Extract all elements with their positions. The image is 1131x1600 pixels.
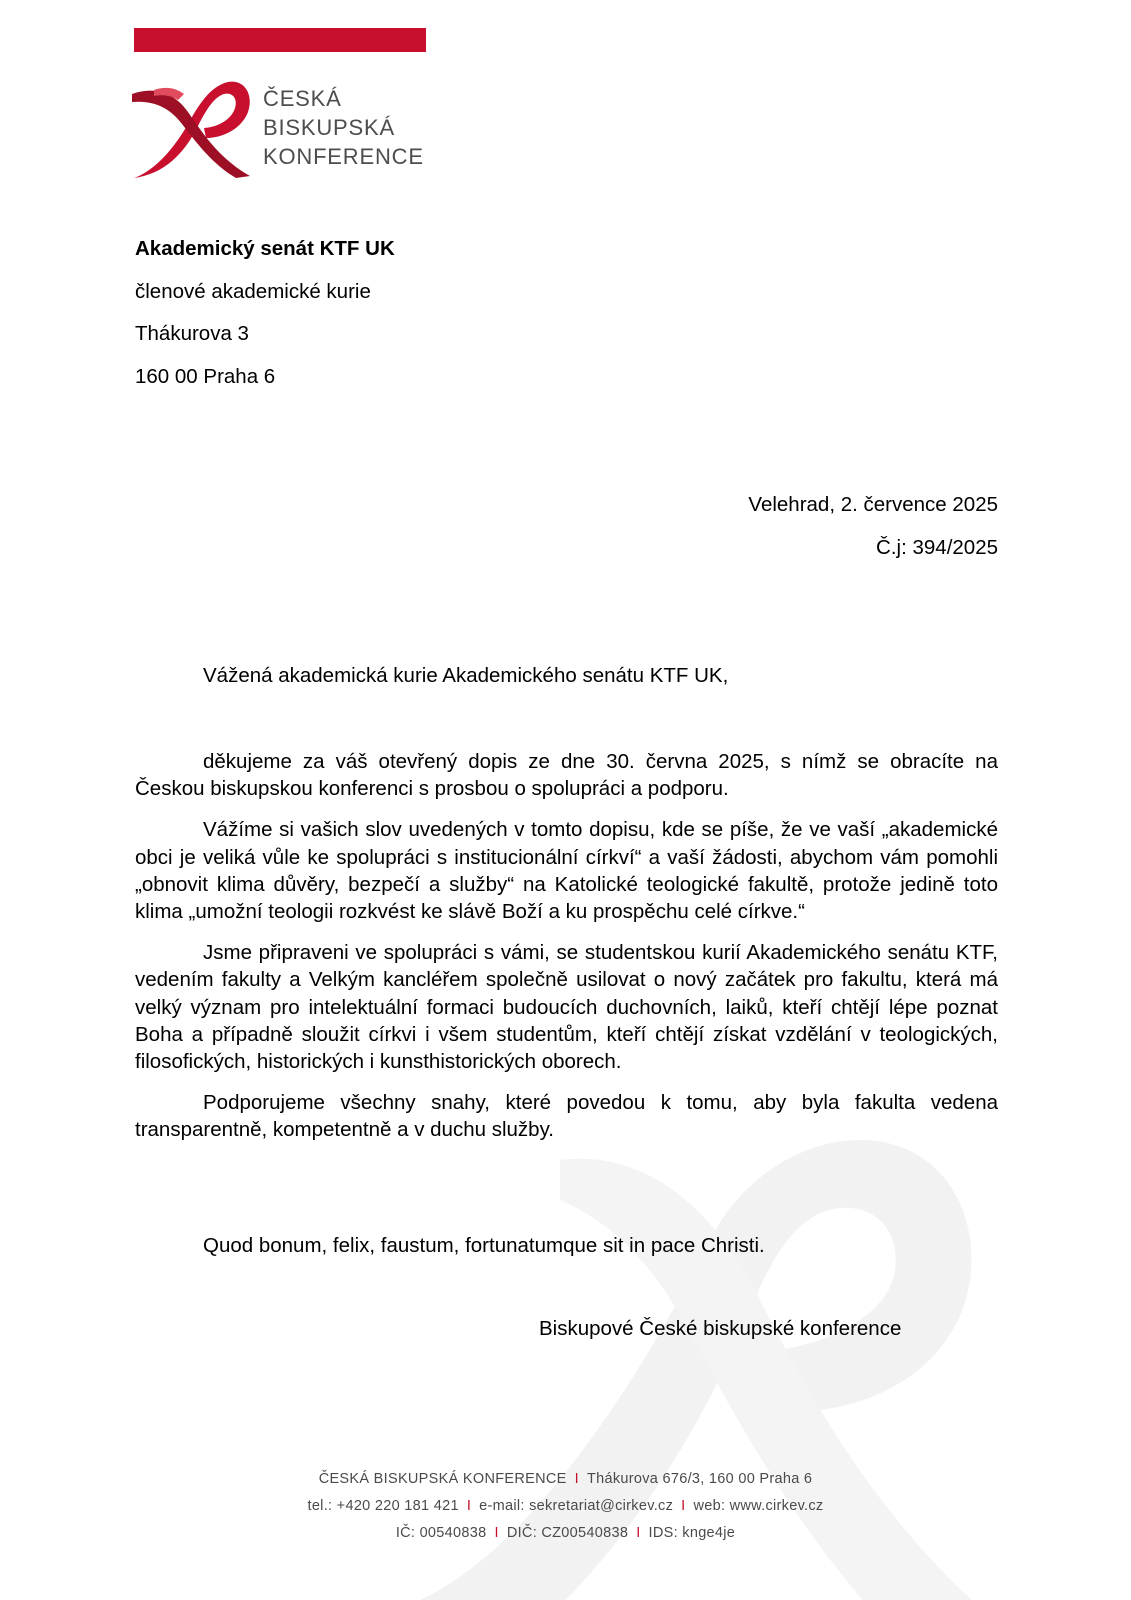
date-block [748,490,998,575]
body-paragraph-3: Jsme připraveni ve spolupráci s vámi, se studentskou kurií Akademického senátu KTF, vedením fakulty a Velkým kancléřem společně usilovat o nový začátek pro fakultu, která má velký význam pro intelektuální formaci budoucích duchovních, laiků, kteří chtějí lépe poznat Boha a případně sloužit církvi i všem studentům, kteří chtějí získat vzdělání v teologických, filosofických, historických i kunsthistorických oborech. [135,941,998,1074]
recipient-street: Thákurova 3 [135,322,249,345]
footer-web-link[interactable]: web: www.cirkev.cz [693,1498,824,1514]
body-paragraph-2: Vážíme si vašich slov uvedených v tomto dopisu, kde se píše, že ve vaší „akademické obci je veliká vůle ke spolupráci s institucionální církví“ a vaší žádosti, abychom vám pomohli „obnovit klima důvěry, bezpečí a služby“ na Katolické teologické fakultě, protože jedině toto klima „umožní teologii rozkvést ke slávě Boží a ku prospěchu celé církve.“ [135,818,998,924]
body-paragraph-1: děkujeme za váš otevřený dopis ze dne 30. června 2025, s nímž se obracíte na Českou biskupskou konferenci s prosbou o spolupráci a podporu. [135,750,998,801]
footer-separator: I [466,1498,472,1514]
footer-line-1 [0,1466,1131,1493]
logo-line-2: BISKUPSKÁ [263,115,395,140]
footer-line-2 [0,1493,1131,1520]
recipient-name: Akademický senát KTF UK [135,237,395,260]
signature-line: Biskupové České biskupské konference [539,1317,902,1340]
recipient-city: 160 00 Praha 6 [135,364,276,388]
ckb-ribbon-logo-icon [132,72,252,180]
footer-line-3 [0,1520,1131,1547]
footer [0,1466,1131,1547]
footer-separator: I [636,1525,641,1541]
letter-body [135,748,998,1158]
logo-line-1: ČESKÁ [263,86,342,111]
logo-wordmark [263,84,424,171]
footer-dic: DIČ: CZ00540838 [506,1525,629,1541]
header-red-bar [134,28,426,52]
footer-separator: I [494,1525,499,1541]
footer-address: Thákurova 676/3, 160 00 Praha 6 [586,1471,813,1487]
recipient-address [135,234,395,404]
reference-number: Č.j: 394/2025 [876,535,998,559]
closing-line: Quod bonum, felix, faustum, fortunatumque sit in pace Christi. [203,1234,765,1257]
logo-line-3: KONFERENCE [263,144,424,169]
recipient-line2: členové akademické kurie [135,279,371,303]
footer-separator: I [574,1471,579,1487]
footer-ids: IDS: knge4je [648,1525,736,1541]
footer-org: ČESKÁ BISKUPSKÁ KONFERENCE [318,1471,567,1487]
body-paragraph-4: Podporujeme všechny snahy, které povedou k tomu, aby byla fakulta vedena transparentně, kompetentně a v duchu služby. [135,1091,998,1142]
date-line: Velehrad, 2. července 2025 [748,493,998,516]
footer-ic: IČ: 00540838 [395,1525,487,1541]
footer-phone: tel.: +420 220 181 421 [307,1498,459,1514]
footer-separator: I [681,1498,686,1514]
salutation: Vážená akademická kurie Akademického senátu KTF UK, [203,664,729,687]
footer-email-link[interactable]: e-mail: sekretariat@cirkev.cz [479,1498,674,1514]
